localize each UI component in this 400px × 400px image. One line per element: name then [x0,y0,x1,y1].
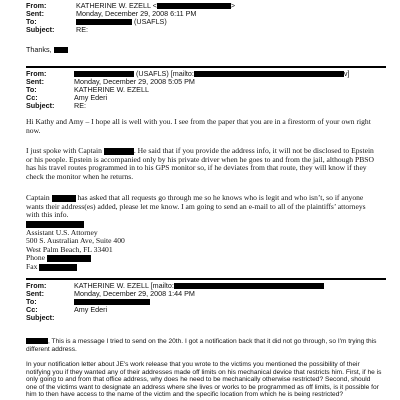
paragraph-text: He said that if you provide the address info, it will not be disclosed to Epstein or his people. Epstein is accompanied only by his private driver when he goes to and from the jail, although PBSO has his travel routes programmed in to his GPS monitor so, if he deviates from that route, they will know if they check the monitor when he returns. [26,146,374,181]
from-label: From: [26,1,47,10]
to-label: To: [26,297,37,306]
signature-block [26,220,378,272]
email2-paragraph-1: Hi Kathy and Amy – I hope all is well with you. I see from the paper that you are in a firestorm of your own right now. [26,117,371,135]
from-label: From: [26,69,47,78]
email1-subject-row [26,26,88,34]
from-label: From: [26,281,47,290]
separator-rule [26,66,386,68]
sig-fax-label: Fax [26,261,38,271]
subject-label: Subject: [26,25,55,34]
redaction-box [54,47,68,53]
email2-subject-row [26,102,86,110]
paragraph-text: I just spoke with Captain [26,146,102,155]
sent-value: Monday, December 29, 2008 1:44 PM [74,289,195,298]
to-label: To: [26,85,37,94]
cc-label: Cc: [26,305,38,314]
redaction-box [26,221,84,228]
sent-value: Monday, December 29, 2008 6:11 PM [76,9,197,18]
email1-sent-row [26,10,196,18]
email3-paragraph-1 [26,338,382,353]
sent-label: Sent: [26,77,44,86]
paragraph-text: has asked that all requests go through me so he knows who is legit and who isn’t, so if anyone wants their address(es) added, please let me know. I am going to send an e-mail to all of the plaintiffs’ attorneys with this info. [26,193,366,220]
to-label: To: [26,17,37,26]
from-value: (USAFLS) [mailto: [136,69,194,78]
cc-label: Cc: [26,93,38,102]
to-value: (USAFLS) [134,17,167,26]
email3-subject-row [26,314,74,322]
email2-paragraph-3 [26,194,378,220]
cc-value: Amy Ederi [74,305,108,314]
cc-value: Amy Ederi [74,93,108,102]
from-value: KATHERINE W. EZELL [mailto: [74,281,174,290]
subject-label: Subject: [26,101,55,110]
sig-phone-row [26,254,378,263]
body-thanks: Thanks, [26,45,52,54]
email2-paragraph-2: I just spoke with Captain . He said that if you provide the address info, it will not be disclosed to Epstein or his people. Epstein is accompanied only by his private driver when he goes to and from the jail, although PBSO has his travel routes programmed in to his GPS monitor so, if he deviates from that route, they will know if they check the monitor when he returns. [26,146,374,181]
redaction-box [194,71,344,77]
redaction-box [47,255,91,262]
sig-fax-row [26,263,378,272]
sig-address-1: 500 S. Australian Ave, Suite 400 [26,236,125,246]
sig-title: Assistant U.S. Attorney [26,227,98,237]
subject-label: Subject: [26,313,55,322]
from-suffix: v] [343,69,350,78]
sent-label: Sent: [26,9,44,18]
redaction-box [174,283,324,289]
subject-value: RE: [76,25,88,34]
sig-address-2: West Palm Beach, FL 33401 [26,244,113,254]
sent-label: Sent: [26,289,44,298]
sent-value: Monday, December 29, 2008 5:05 PM [74,77,195,86]
from-value: KATHERINE W. EZELL < [76,1,157,10]
subject-value: RE: [74,101,86,110]
redaction-box [39,264,77,271]
email1-body [26,46,68,54]
paragraph-text: , This is a message I tried to send on the 20th. I got a notification back that it did not go through, so I'm trying this different address. [26,338,377,353]
sig-phone-label: Phone [26,253,45,263]
to-value: KATHERINE W. EZELL [74,85,149,94]
from-suffix: > [230,1,236,10]
redaction-box [26,338,48,344]
email3-sent-row [26,290,195,298]
email3-paragraph-2: In your notification letter about JE's work release that you wrote to the victims you mentioned the possibility of their notifying you if they wanted any of their addresses made off limits on his mechanical device that restricts him. First, if he is only going to and from that office address, why does he need to be mechanically otherwise restricted? Second, should one of the victims want to designate an address where she lives or works to be programmed as off limits, is it possible for him to then have access to the name of the victim and the specific location from which he is being restricted? [26,361,382,399]
separator-rule [26,278,386,280]
paragraph-text: Captain [26,193,50,202]
